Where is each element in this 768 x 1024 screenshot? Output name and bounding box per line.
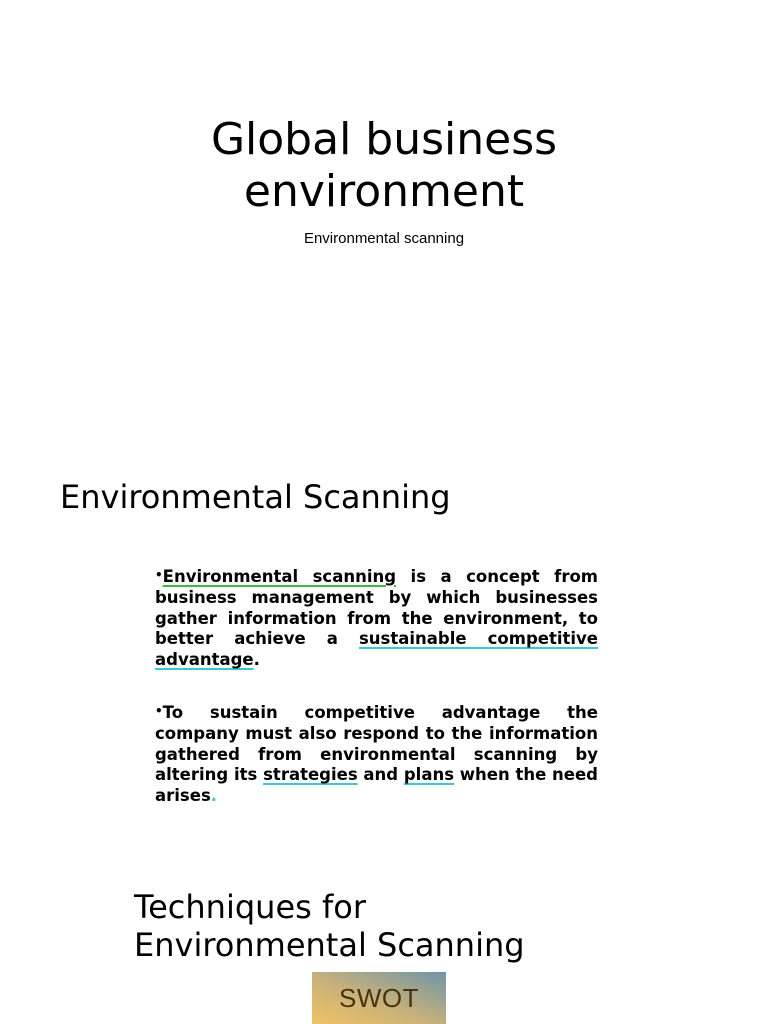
document-subtitle: Environmental scanning [303,230,465,247]
bullet-text: and [357,765,404,785]
section-heading-environmental-scanning: Environmental Scanning [60,478,451,516]
bullet-marker: • [155,568,163,582]
techniques-heading-line-2: Environmental Scanning [134,926,525,964]
link-plans[interactable]: plans [403,765,455,785]
section-heading-techniques [134,888,525,964]
title-line-1: Global business [210,114,558,165]
document-title [0,114,768,218]
bullet-text: is a concept from business management by which businesses gather information from the environment, to better achieve a [155,567,598,649]
bullet-end: . [253,650,260,670]
bullet-paragraph-definition [155,565,598,671]
bullet-marker: • [155,704,163,718]
swot-box [312,972,446,1024]
bullet-text: To sustain competitive advantage the company must also respond to the information gathered from environmental scanning by altering its [155,703,598,785]
link-strategies[interactable]: strategies [263,765,358,785]
title-line-2: environment [243,166,525,217]
bullet-end: . [210,786,218,806]
link-advantage[interactable]: advantage [155,650,254,670]
term-link-environmental-scanning[interactable]: Environmental scanning [162,567,397,586]
link-sustainable-competitive[interactable]: sustainable competitive [358,629,598,649]
bullet-text: when the need arises [155,765,598,806]
swot-label: SWOT [339,982,419,1013]
techniques-heading-line-1: Techniques for [134,888,366,926]
bullet-paragraph-sustain [155,701,598,807]
